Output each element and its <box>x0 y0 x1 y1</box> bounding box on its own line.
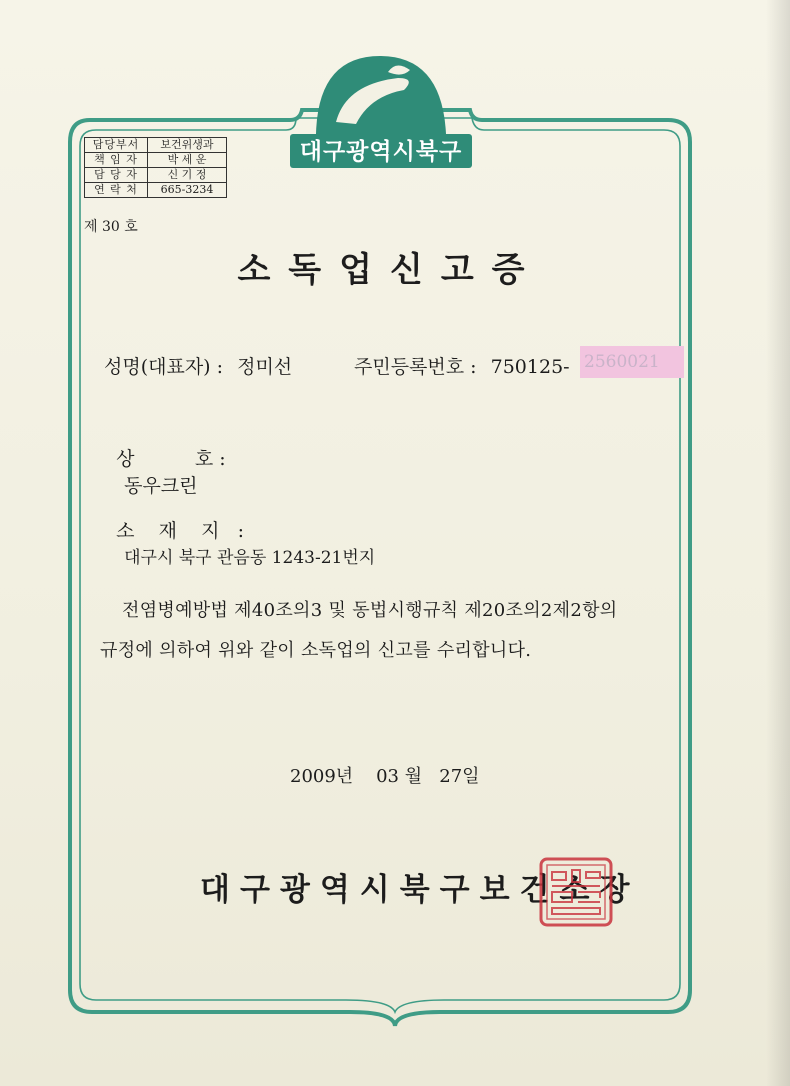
table-row: 담당부서 보건위생과 <box>85 138 227 153</box>
document-number: 제 30 호 <box>84 219 138 235</box>
name-value: 정미선 <box>237 356 293 378</box>
trade-name-row <box>104 422 226 498</box>
trade-name-label: 상 호 : <box>116 448 226 470</box>
location-row <box>104 494 375 568</box>
resident-number-value: 750125- <box>490 356 570 378</box>
location-label: 소 재 지 : <box>116 520 244 542</box>
masked-number: 2560021 <box>584 352 660 372</box>
table-row: 책 임 자 박 세 운 <box>85 153 227 168</box>
redaction-mask <box>580 346 684 378</box>
trade-name-value: 동우크린 <box>124 475 198 497</box>
table-row: 연 락 처 665-3234 <box>85 183 227 198</box>
table-row: 담 당 자 신 기 정 <box>85 168 227 183</box>
responsible-staff-table <box>84 137 227 198</box>
issuing-authority: 대구광역시북구보건소장 <box>200 872 640 908</box>
certificate-title: 소독업신고증 <box>237 250 543 290</box>
location-value: 대구시 북구 관음동 1243-21번지 <box>124 548 376 568</box>
issue-date: 2009년 03 월 27일 <box>290 766 480 787</box>
official-seal-stamp <box>538 856 614 928</box>
legal-text-line-1: 전염병예방법 제40조의3 및 동법시행규칙 제20조의2제2항의 <box>122 600 618 621</box>
legal-text-line-2: 규정에 의하여 위와 같이 소독업의 신고를 수리합니다. <box>100 640 532 661</box>
district-emblem-label: 대구광역시북구 <box>299 139 463 165</box>
resident-number-label: 주민등록번호 : <box>354 356 477 378</box>
name-label: 성명(대표자) : <box>104 356 224 378</box>
resident-number-row <box>354 352 570 379</box>
representative-name-row <box>104 352 292 379</box>
